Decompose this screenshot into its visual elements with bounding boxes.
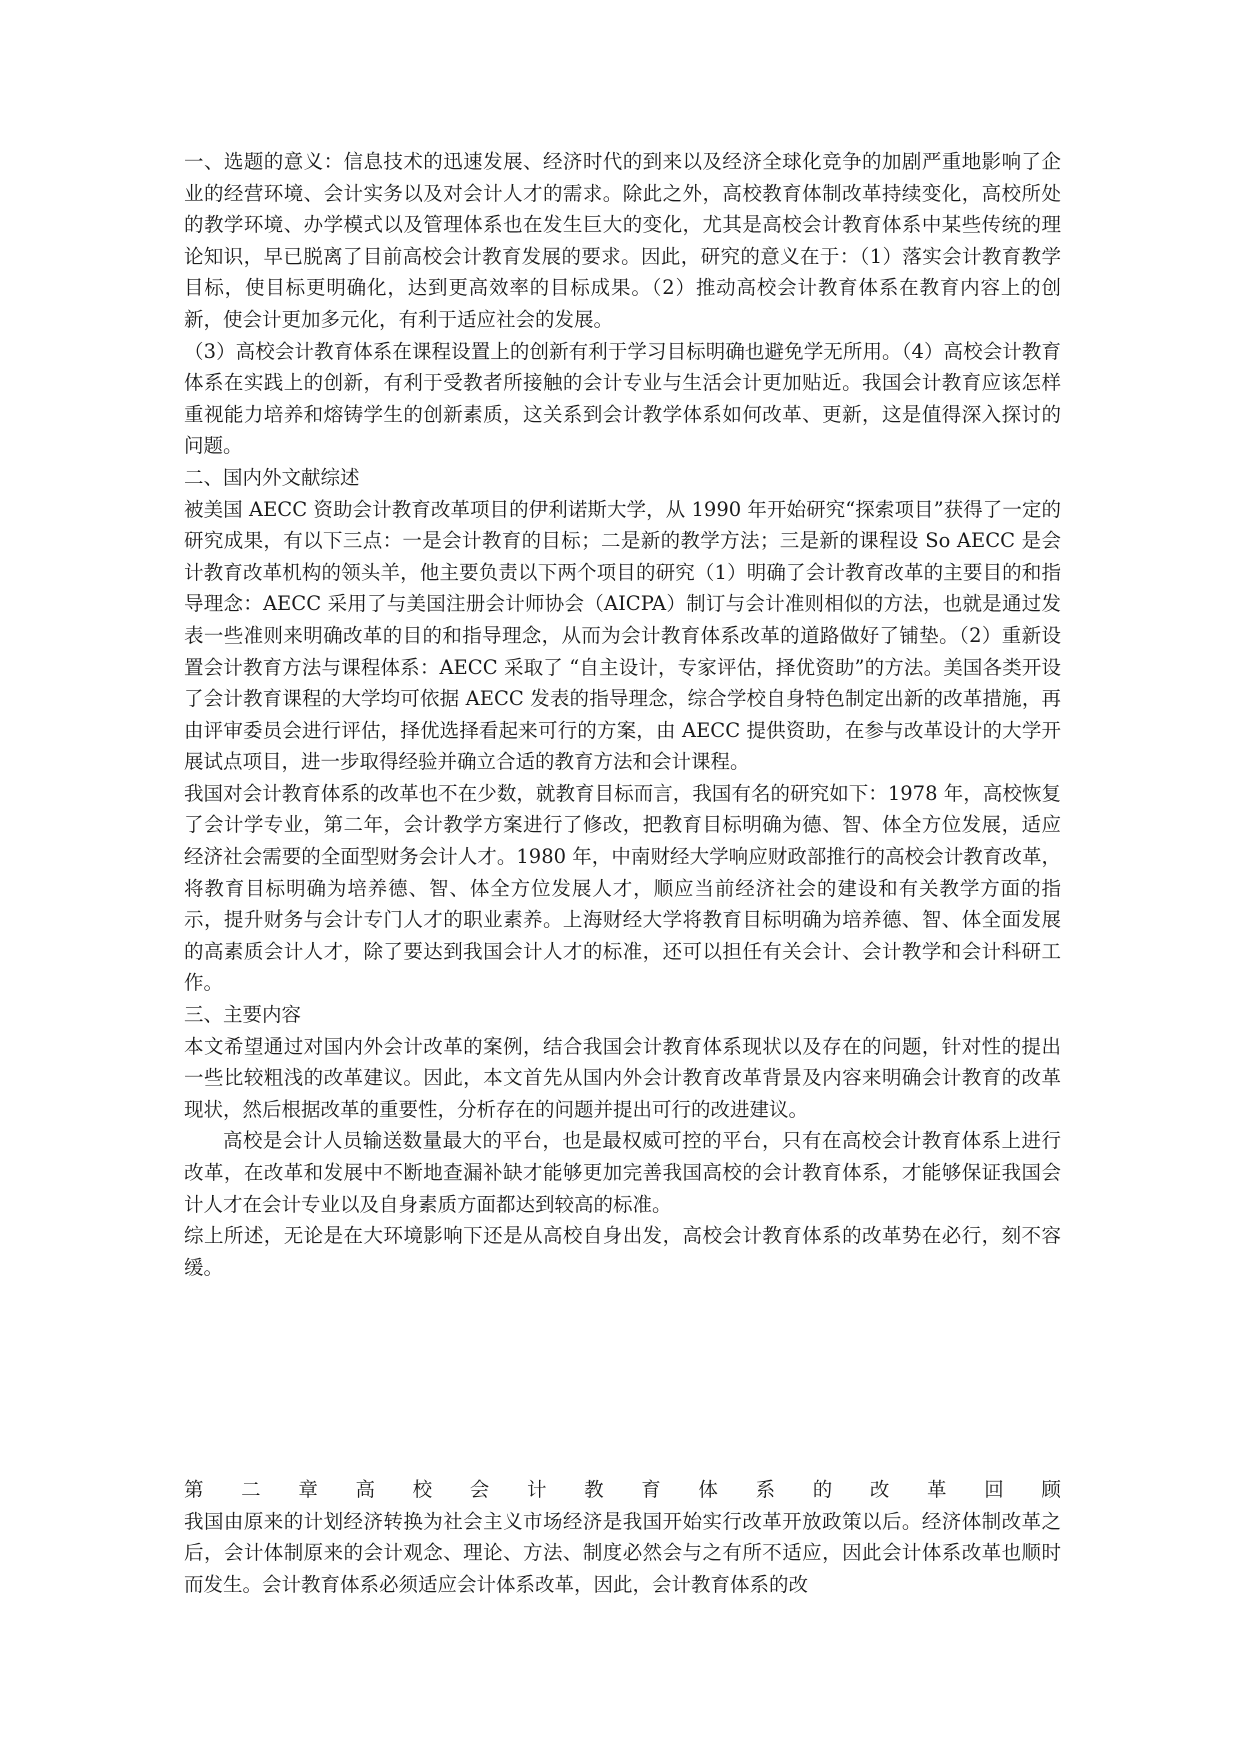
chapter-title-char: 二 [241, 1478, 261, 1501]
paragraph-conclusion: 综上所述，无论是在大环境影响下还是从高校自身出发，高校会计教育体系的改革势在必行，刻不容缓。 [184, 1224, 1061, 1279]
chapter-title-char: 校 [412, 1478, 433, 1501]
paragraph-main-content: 本文希望通过对国内外会计改革的案例，结合我国会计教育体系现状以及存在的问题，针对性的提出一些比较粗浅的改革建议。因此，本文首先从国内外会计教育改革背景及内容来明确会计教育的改革现状，然后根据改革的重要性，分析存在的问题并提出可行的改进建议。 [184, 1034, 1061, 1121]
section-heading-main-content: 三、主要内容 [184, 1003, 302, 1027]
chapter-title-char: 第 [184, 1478, 204, 1501]
paragraph-university-platform: 高校是会计人员输送数量最大的平台，也是最权威可控的平台，只有在高校会计教育体系上进行改革，在改革和发展中不断地查漏补缺才能够更加完善我国高校的会计教育体系，才能够保证我国会计人才在会计专业以及自身素质方面都达到较高的标准。 [184, 1129, 1061, 1216]
chapter-title-char: 章 [298, 1478, 318, 1501]
chapter-title-char: 体 [698, 1478, 718, 1501]
chapter-title-char: 的 [812, 1478, 833, 1501]
chapter-title-char: 会 [469, 1478, 490, 1501]
paragraph-domestic-literature: 我国对会计教育体系的改革也不在少数，就教育目标而言，我国有名的研究如下：1978 年，高校恢复了会计学专业，第二年，会计教学方案进行了修改，把教育目标明确为德、智、体全方位发展，适应经济社会需要的全面型财务会计人才。1980 年，中南财经大学响应财政部推行的高校会计教育改革，将教育目标明确为培养德、智、体全方位发展人才，顺应当前经济社会的建设和有关教学方面的指示，提升财务与会计专门人才的职业素养。上海财经大学将教育目标明确为培养德、智、体全面发展的高素质会计人才，除了要达到我国会计人才的标准，还可以担任有关会计、会计教学和会计科研工作。 [184, 781, 1061, 995]
chapter-title-char: 系 [755, 1478, 776, 1501]
chapter-title-char: 教 [584, 1478, 604, 1501]
section-heading-literature-review: 二、国内外文献综述 [184, 465, 360, 489]
chapter-title [184, 1474, 1061, 1506]
chapter-intro-paragraph: 我国由原来的计划经济转换为社会主义市场经济是我国开始实行改革开放政策以后。经济体制改革之后，会计体制原来的会计观念、理论、方法、制度必然会与之有所不适应，因此会计体系改革也顺时而发生。会计教育体系必须适应会计体系改革，因此，会计教育体系的改 [184, 1509, 1061, 1596]
chapter-title-char: 顾 [1041, 1478, 1061, 1501]
paragraph-significance: 一、选题的意义：信息技术的迅速发展、经济时代的到来以及经济全球化竞争的加剧严重地影响了企业的经营环境、会计实务以及对会计人才的需求。除此之外，高校教育体制改革持续变化，高校所处的教学环境、办学模式以及管理体系也在发生巨大的变化，尤其是高校会计教育体系中某些传统的理论知识，早已脱离了目前高校会计教育发展的要求。因此，研究的意义在于：（1）落实会计教育教学目标，使目标更明确化，达到更高效率的目标成果。（2）推动高校会计教育体系在教育内容上的创新，使会计更加多元化，有利于适应社会的发展。 [184, 150, 1061, 331]
chapter-title-char: 革 [927, 1478, 947, 1501]
chapter-title-char: 高 [355, 1478, 375, 1501]
chapter-title-char: 回 [984, 1478, 1004, 1501]
document-body [184, 146, 1061, 1283]
chapter-two-section [184, 1474, 1061, 1600]
paragraph-foreign-literature: 被美国 AECC 资助会计教育改革项目的伊利诺斯大学，从 1990 年开始研究“探索项目”获得了一定的研究成果，有以下三点：一是会计教育的目标；二是新的教学方法；三是新的课程设 So AECC 是会计教育改革机构的领头羊，他主要负责以下两个项目的研究（1）明确了会计教育改革的主要目的和指导理念：AECC 采用了与美国注册会计师协会（AICPA）制订与会计准则相似的方法，也就是通过发表一些准则来明确改革的目的和指导理念，从而为会计教育体系改革的道路做好了铺垫。（2）重新设置会计教育方法与课程体系：AECC 采取了 “自主设计，专家评估，择优资助”的方法。美国各类开设了会计教育课程的大学均可依据 AECC 发表的指导理念，综合学校自身特色制定出新的改革措施，再由评审委员会进行评估，择优选择看起来可行的方案，由 AECC 提供资助，在参与改革设计的大学开展试点项目，进一步取得经验并确立合适的教育方法和会计课程。 [184, 497, 1061, 774]
paragraph-significance-continued: （3）高校会计教育体系在课程设置上的创新有利于学习目标明确也避免学无所用。（4）高校会计教育体系在实践上的创新，有利于受教者所接触的会计专业与生活会计更加贴近。我国会计教育应该怎样重视能力培养和熔铸学生的创新素质，这关系到会计教学体系如何改革、更新，这是值得深入探讨的问题。 [184, 339, 1061, 458]
chapter-title-char: 改 [869, 1478, 890, 1501]
chapter-title-char: 育 [641, 1478, 661, 1501]
chapter-title-char: 计 [526, 1478, 547, 1501]
